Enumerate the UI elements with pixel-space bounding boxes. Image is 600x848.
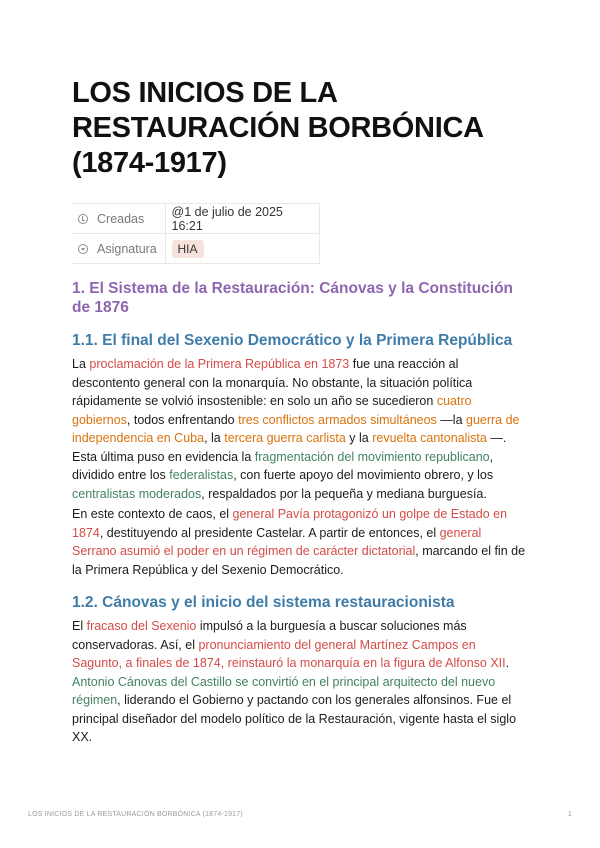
highlight-red: general Pavía protagonizó un golpe de Estado en 1874 [72,507,508,540]
highlight-orange: revuelta cantonalista [372,431,487,445]
highlight-red: proclamación de la Primera República en 1873 [89,357,350,371]
paragraph-1-1-b [72,505,528,579]
paragraph-1-2-a [72,617,528,747]
highlight-green: fragmentación del movimiento republicano [254,449,490,464]
highlight-orange: tres conflictos armados simultáneos [238,412,437,427]
text-run: , marcando el fin de la Primera República y del Sexenio Democrático. [72,544,526,577]
text-run: —la [436,412,466,427]
highlight-red: general Serrano asumió el poder en un régimen de carácter dictatorial [72,525,482,558]
text-run: En este contexto de caos, el [72,507,233,521]
property-row-subject [72,234,320,264]
text-run: , respaldados por la pequeña y mediana burguesía. [201,486,487,501]
text-run: fue una reacción al descontento general con la monarquía. No obstante, la situación política rápidamente se volvió insostenible: en solo un año se sucedieron [72,357,473,408]
page-footer [28,811,572,818]
created-label: Creadas [97,211,145,226]
text-run: y la [345,431,373,445]
clock-icon [78,214,88,224]
text-run: El [72,619,87,633]
text-run: , con fuerte apoyo del movimiento obrero, y los [233,468,494,482]
section-heading-1-2: 1.2. Cánovas y el inicio del sistema restauracionista [72,594,455,611]
created-value[interactable]: @1 de julio de 2025 16:21 [165,204,320,234]
text-run: , todos enfrentando [126,412,239,427]
paragraph-1-1-a [72,355,528,503]
text-run: impulsó a la burguesía a buscar soluciones más conservadoras. Así, el [72,619,467,652]
subject-tag[interactable]: HIA [172,240,204,258]
text-run: , liderando el Gobierno y pactando con los generales alfonsinos. Fue el principal diseñador del modelo político de la Restauración, vigente hasta el siglo XX. [72,693,517,744]
highlight-green: centralistas moderados [72,486,202,501]
section-heading-1: 1. El Sistema de la Restauración: Cánovas y la Constitución de 1876 [72,280,514,316]
text-run: , la [204,431,225,445]
highlight-red: fracaso del Sexenio [86,619,197,633]
property-row-created [72,204,320,234]
text-run: , destituyendo al presidente Castelar. A partir de entonces, el [99,525,440,540]
highlight-red: pronunciamiento del general Martínez Campos en Sagunto, a finales de 1874, reinstauró la monarquía en la figura de Alfonso XII [72,637,506,670]
page-number: 1 [567,811,572,818]
highlight-green: federalistas [169,468,234,482]
text-run: , dividido entre los [72,449,494,482]
select-icon [78,244,88,254]
page-title: LOS INICIOS DE LA RESTAURACIÓN BORBÓNICA (1874-1917) [72,77,483,179]
highlight-orange: guerra de independencia en Cuba [72,412,520,445]
text-run: —. Esta última puso en evidencia la [72,431,507,464]
highlight-orange: cuatro gobiernos [72,394,472,427]
highlight-orange: tercera guerra carlista [224,431,346,445]
section-heading-1-1: 1.1. El final del Sexenio Democrático y la Primera República [72,332,513,349]
subject-label: Asignatura [97,241,157,256]
highlight-green: Antonio Cánovas del Castillo se convirtió en el principal arquitecto del nuevo régimen [72,674,496,707]
footer-title: LOS INICIOS DE LA RESTAURACIÓN BORBÓNICA (1874-1917) [28,811,243,818]
properties-table [72,203,320,264]
text-run: La [72,357,90,371]
text-run: . [505,656,510,670]
